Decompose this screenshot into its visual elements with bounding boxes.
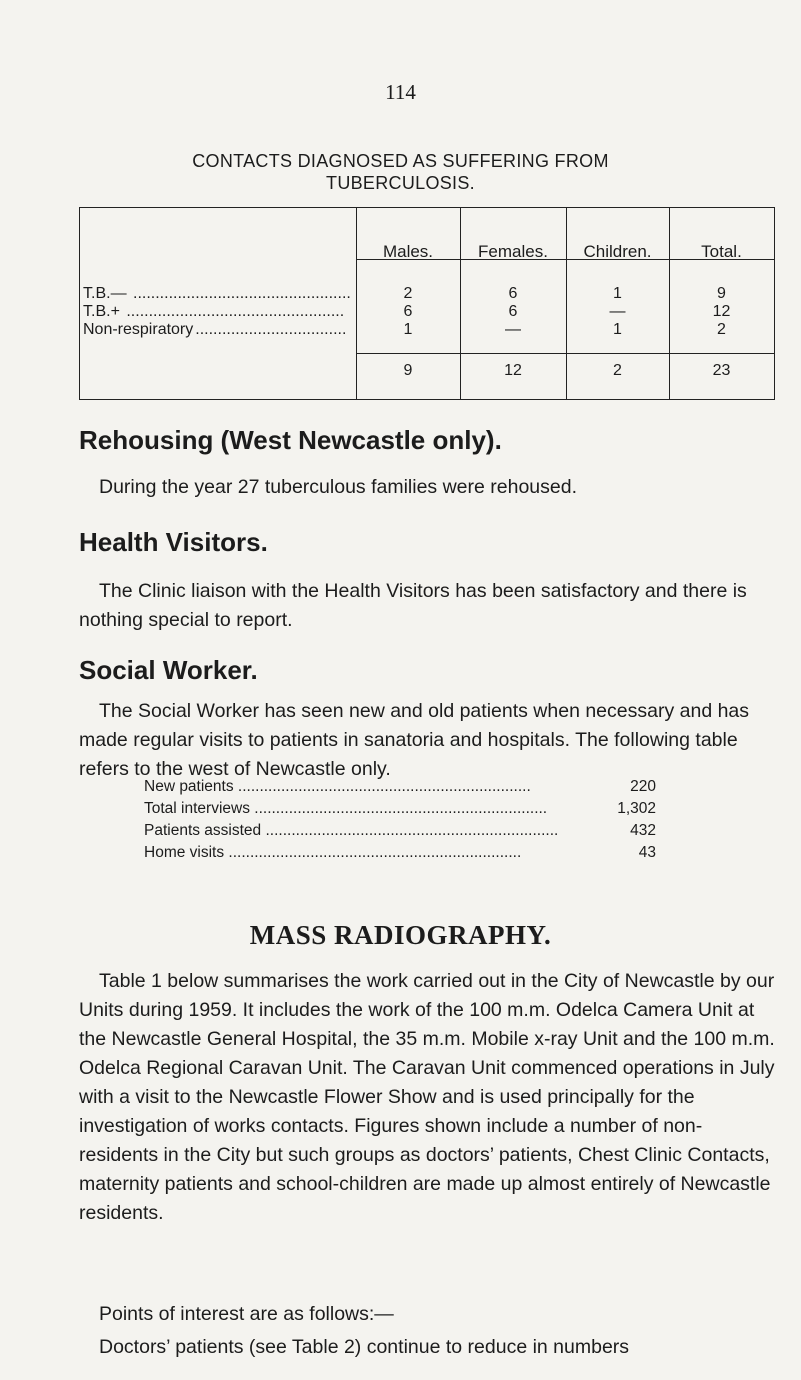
header-females: Females.	[478, 242, 548, 261]
total-cell: 2	[613, 362, 622, 379]
table-bottom-rule	[79, 399, 775, 400]
stat-row: Home visits .................................................................... 43	[144, 844, 656, 861]
cell: —	[505, 321, 521, 338]
header-children: Children.	[583, 242, 652, 261]
cell: —	[609, 303, 626, 320]
cell: 6	[508, 285, 518, 302]
stat-value: 432	[630, 822, 656, 839]
cell: 12	[712, 303, 731, 320]
stat-value: 220	[630, 778, 656, 795]
total-cell: 9	[403, 362, 413, 379]
social-worker-text: The Social Worker has seen new and old patients when necessary and has made regular visits to patients in sanatoria and hospitals. The following table refers to the west of Newcastle only.	[79, 700, 750, 780]
health-visitors-heading: Health Visitors.	[79, 527, 268, 557]
stat-label: Home visits	[144, 844, 225, 861]
stat-label: Patients assisted	[144, 822, 262, 839]
header-males: Males.	[382, 242, 434, 261]
mass-radiography-paragraph-2: Points of interest are as follows:—	[99, 1303, 394, 1325]
stat-value: 1,302	[617, 800, 656, 817]
table-title-line1: CONTACTS DIAGNOSED AS SUFFERING FROM	[192, 151, 609, 171]
total-cell: 23	[712, 362, 731, 379]
cell: 6	[403, 303, 413, 320]
stat-row: Total interviews .................................................................... 1,302	[144, 800, 656, 817]
rehousing-heading: Rehousing (West Newcastle only).	[79, 425, 502, 455]
mass-radiography-paragraph-1: Table 1 below summarises the work carried out in the City of Newcastle by our Units during 1959. It includes the work of the 100 m.m. Odelca Camera Unit at the Newcastle General Hospital, the 35 m.m. Mobile x-ray Unit and the 100 m.m. Odelca Regional Caravan Unit. The Caravan Unit commenced operations in July with a visit to the Newcastle Flower Show and is used principally for the investigation of works contacts. Figures shown include a number of non-residents in the City but such groups as doctors’ patients, Chest Clinic Contacts, maternity patients and school-children are made up almost entirely of Newcastle residents.	[79, 970, 775, 1224]
social-worker-stats	[144, 778, 656, 866]
contacts-table	[79, 207, 775, 400]
page-number: 114	[385, 80, 416, 104]
stat-label: New patients	[144, 778, 234, 795]
cell: 1	[613, 285, 622, 302]
stat-row: Patients assisted .................................................................... 432	[144, 822, 656, 839]
row-label-non-respiratory: Non-respiratory ..................................	[83, 321, 347, 338]
rehousing-text: During the year 27 tuberculous families were rehoused.	[99, 476, 578, 498]
table-title-line2: TUBERCULOSIS.	[326, 173, 475, 193]
table-left-border	[79, 207, 80, 400]
stat-row: New patients .................................................................... 220	[144, 778, 656, 795]
health-visitors-text: The Clinic liaison with the Health Visitors has been satisfactory and there is nothing special to report.	[79, 580, 747, 631]
social-worker-heading: Social Worker.	[79, 655, 258, 685]
row-label-tb-positive: T.B.+ .................................................	[83, 303, 345, 320]
cell: 6	[508, 303, 518, 320]
mass-radiography-heading: MASS RADIOGRAPHY.	[249, 920, 552, 950]
stat-value: 43	[638, 844, 656, 861]
total-cell: 12	[504, 362, 522, 379]
cell: 1	[403, 321, 413, 338]
table-right-border	[774, 207, 775, 400]
cell: 2	[717, 321, 726, 338]
stat-label: Total interviews	[144, 800, 250, 817]
cell: 9	[717, 285, 726, 302]
table-top-rule	[79, 207, 775, 208]
header-total: Total.	[701, 242, 742, 261]
mass-radiography-paragraph-3: Doctors’ patients (see Table 2) continue to reduce in numbers	[99, 1336, 630, 1358]
row-label-tb-negative: T.B.— .................................................	[83, 285, 351, 302]
cell: 2	[403, 285, 413, 302]
cell: 1	[613, 321, 622, 338]
table-title	[0, 150, 801, 194]
